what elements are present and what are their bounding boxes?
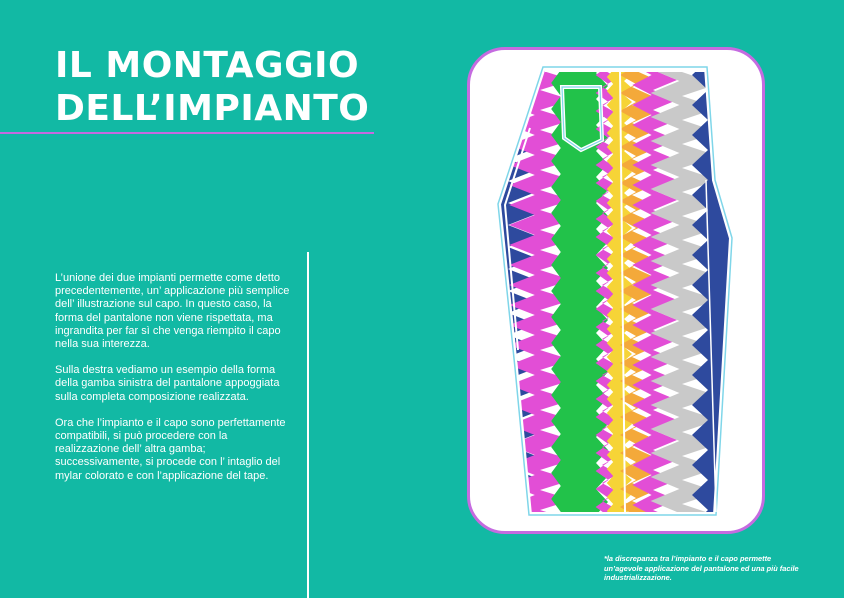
pants-pattern-illustration <box>470 50 762 531</box>
title-underline <box>0 132 374 134</box>
vertical-divider <box>307 252 309 598</box>
illustration-panel <box>467 47 765 534</box>
page-title <box>55 44 369 130</box>
paragraph-1: L’unione dei due impianti permette come detto precedentemente, un’ applicazione più semplice dell’ illustrazione sul capo. In questo caso, la forma del pantalone non viene rispettata, ma ingrandita per far sì che venga riempito il capo nella sua interezza. <box>55 272 290 351</box>
title-line-2: DELL’IMPIANTO <box>55 88 370 129</box>
paragraph-3: Ora che l’impianto e il capo sono perfettamente compatibili, si può procedere con la realizzazione dell’ altra gamba; successivamente, si procede con l’ intaglio del mylar colorato e con l’applicazione del tape. <box>55 416 286 482</box>
footnote: *la discrepanza tra l’impianto e il capo permette un’agevole applicazione del pantalone ed una più facile industrializzazione. <box>604 554 799 582</box>
body-text <box>55 272 293 496</box>
title-line-1: IL MONTAGGIO <box>55 45 360 86</box>
paragraph-2: Sulla destra vediamo un esempio della forma della gamba sinistra del pantalone appoggiata sulla completa composizione realizzata. <box>55 364 280 403</box>
